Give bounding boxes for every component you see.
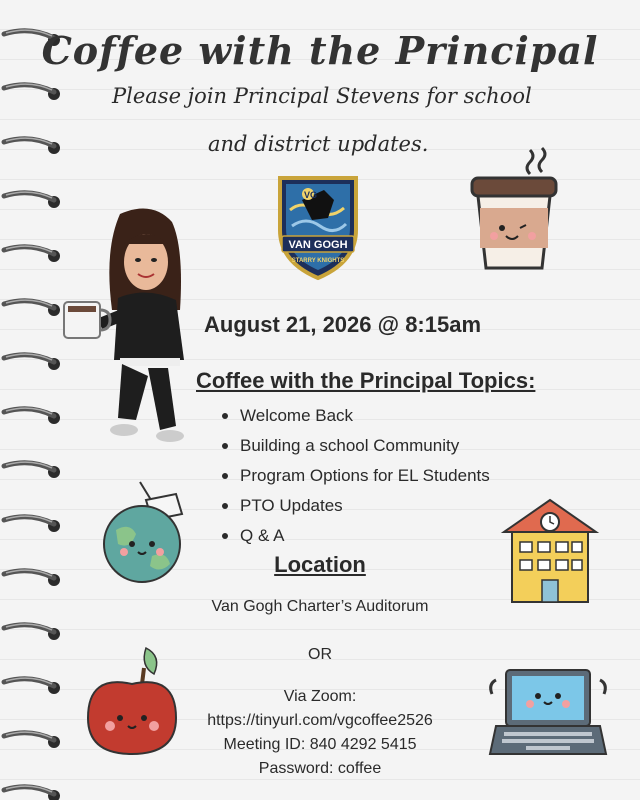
spiral-ring [4,138,60,154]
apple-icon [82,646,186,756]
logo-vg-text: VG [304,190,318,200]
spiral-ring [4,516,60,532]
list-item: Q & A [220,524,490,554]
spiral-ring [4,300,60,316]
location-place: Van Gogh Charter’s Auditorum [211,598,429,615]
subtitle-line-1: Please join Principal Stevens for school [112,84,532,108]
location-heading: Location [274,552,366,577]
principal-avatar [60,200,210,450]
zoom-link[interactable]: https://tinyurl.com/vgcoffee2526 [207,712,433,729]
logo-name-text: VAN GOGH [288,239,348,251]
page-title: Coffee with the Principal [41,28,599,73]
spiral-ring [4,786,60,800]
coffee-cup-icon [458,144,568,274]
spiral-ring [4,246,60,262]
list-item: Welcome Back [220,404,490,434]
spiral-ring [4,84,60,100]
event-date-time: August 21, 2026 @ 8:15am [204,312,482,337]
spiral-ring [4,408,60,424]
subtitle-line-2: and district updates. [208,132,429,156]
school-building-icon [498,496,602,606]
zoom-password: Password: coffee [258,760,382,777]
list-item: Building a school Community [220,434,490,464]
spiral-ring [4,624,60,640]
school-logo [272,170,364,282]
list-item: Program Options for EL Students [220,464,490,494]
topics-heading: Coffee with the Principal Topics: [196,368,536,393]
spiral-ring [4,354,60,370]
logo-sub-text: STARRY KNIGHTS [291,258,345,264]
zoom-label: Via Zoom: [283,688,357,705]
zoom-meeting-id: Meeting ID: 840 4292 5415 [223,736,417,753]
spiral-ring [4,192,60,208]
list-item: PTO Updates [220,494,490,524]
laptop-icon [486,664,610,764]
or-separator: OR [308,646,332,663]
topics-list [220,404,490,554]
spiral-ring [4,462,60,478]
